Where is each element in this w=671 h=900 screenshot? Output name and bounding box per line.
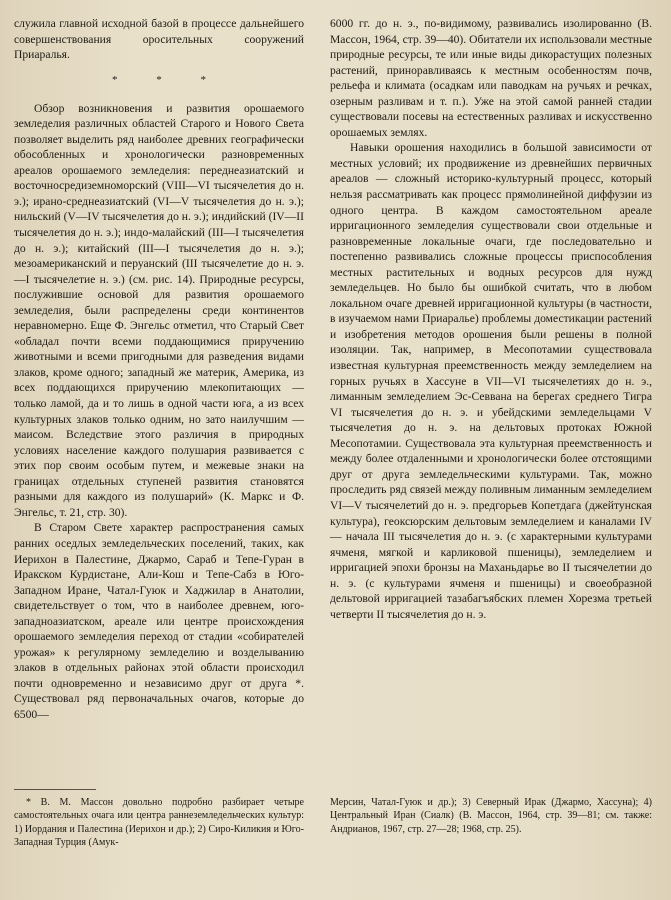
left-column	[14, 16, 304, 723]
footnote-left	[14, 796, 304, 850]
section-separator: * * *	[112, 73, 224, 86]
right-column	[330, 16, 652, 622]
paragraph-continuation: служила главной исходной базой в процессе дальнейшего совершенствования оросительных сооружений Приаралья.	[14, 17, 304, 62]
paragraph-old-world: В Старом Свете характер распространения самых ранних оседлых земледельческих поселений, таких, как Иерихон в Палестине, Джармо, Сараб и Тепе-Гуран в Иракском Курдистане, Али-Кош и Тепе-Сабз в Юго-Западном Иране, Чатал-Гуюк и Хаджилар в Анатолии, свидетельствует о том, что в наиболее древнем, юго-западноазиатском, ареале или центре происхождения орошаемого земледелия переход от стадии «собирателей урожая» к регулярному земледелию и возделыванию злаков в отдельных районах этой области происходил почти одновременно и независимо друг от друга *. Существовал ряд первоначальных очагов, которые до 6500—	[14, 521, 304, 721]
paragraph-continued: 6000 гг. до н. э., по-видимому, развивались изолированно (В. Массон, 1964, стр. 39—40). Обитатели их использовали местные природные ресурсы, те или иные виды дикорастущих полезных растений, приноравливаясь к местным особенностям почв, рельефа и климата (осадкам или паводкам на ручьях и речках, озерным разливам и т. п.). Уже на этой самой ранней стадии существовали посевы на естественных разливах и искусственно орошаемых землях.	[330, 17, 652, 139]
paragraph-overview: Обзор возникновения и развития орошаемого земледелия различных областей Старого и Нового Света позволяет выделить ряд наиболее древних географически обособленных и хронологически разновременных ареалов орошаемого земледелия: переднеазиатский и восточносредиземноморский (VIII—VI тысячелетия до н. э.); ирано-среднеазиатский (VI—V тысячелетия до н. э.); нильский (V—IV тысячелетия до н. э.); индийский (IV—II тысячелетия до н. э.); индо-малайский (III—I тысячелетия до н. э.); китайский (III—I тысячелетия до н. э.); мезоамериканский и перуанский (III тысячелетие до н. э.—I тысячелетие н. э.) (см. рис. 14). Природные ресурсы, послужившие основой для развития орошаемого земледелия, были распределены среди континентов неравномерно. Еще Ф. Энгельс отметил, что Старый Свет «обладал почти всеми поддающимися приручению животными и всеми пригодными для разведения видами злаков, кроме одного; западный же материк, Америка, из всех поддающихся приручению млекопитающих — только ламой, да и то лишь в одной части юга, а из всех культурных злаков только одним, но зато наилучшим — маисом. Вследствие этого различия в природных условиях население каждого полушария развивается с этих пор своим особым путем, и межевые знаки на границах отдельных ступеней развития становятся разными для каждого из полушарий» (К. Маркс и Ф. Энгельс, т. 21, стр. 30).	[14, 101, 304, 519]
paragraph-irrigation-skills: Навыки орошения находились в большой зависимости от местных условий; их продвижение из древнейших первичных ареалов — сложный историко-культурный процесс, который нельзя рассматривать как процесс прямолинейной диффузии из одного центра. В каждом самостоятельном ареале ирригационного земледелия существовали свои отдельные и разновременные локальные очаги, где последовательно и постепенно развивались сложные процессы приспособления местных растительных и водных ресурсов для нужд земледельцев. Но было бы ошибкой считать, что в любом локальном очаге древней ирригационной культуры (в частности, в изучаемом нами Приаралье) проблемы доместикации растений и изобретения методов орошения были решены в полной изоляции. Так, например, в Месопотамии существовала известная культурная преемственность между земледелием на горных ручьях в Хассуне в VII—VI тысячелетиях до н. э., лиманным земледелием Эс-Севвана на берегах среднего Тигра VI тысячелетия до н. э. и убейдскими земледельцами V тысячелетия до н. э. на дельтовых протоках Южной Месопотамии. Существовала эта культурная преемственность и между более отдаленными и хронологически более отстоящими друг от друга земледельческими культурами. Так, можно проследить ряд связей между поливным лиманным земледелием VI—V тысячелетий до н. э. предгорьев Копетдага (джейтунская культура), геоксюрским дельтовым земледелием и каналами IV — начала III тысячелетия до н. э. (с характерными культурами ячменя, мягкой и карликовой пшеницы), земледелием и ирригацией эпохи бронзы на Маханьдарье во II тысячелетии до н. э. (с культурами ячменя и пшеницы) и своеобразной дельтовой ирригацией тазабагъябских племен Хорезма третьей четверти II тысячелетия до н. э.	[330, 141, 652, 621]
footnote-text-continued: Мерсин, Чатал-Гуюк и др.); 3) Северный Ирак (Джармо, Хассуна); 4) Центральный Иран (Сиалк) (В. Массон, 1964, стр. 39—81; см. также: Андрианов, 1967, стр. 27—28; 1968, стр. 25).	[330, 797, 652, 835]
footnote-text: * В. М. Массон довольно подробно разбирает четыре самостоятельных очага или центра раннеземледельческих культур: 1) Иордания и Палестина (Иерихон и др.); 2) Сиро-Киликия и Юго-Западная Турция (Амук-	[14, 797, 304, 849]
footnote-rule	[14, 789, 96, 790]
footnote-right	[330, 796, 652, 836]
